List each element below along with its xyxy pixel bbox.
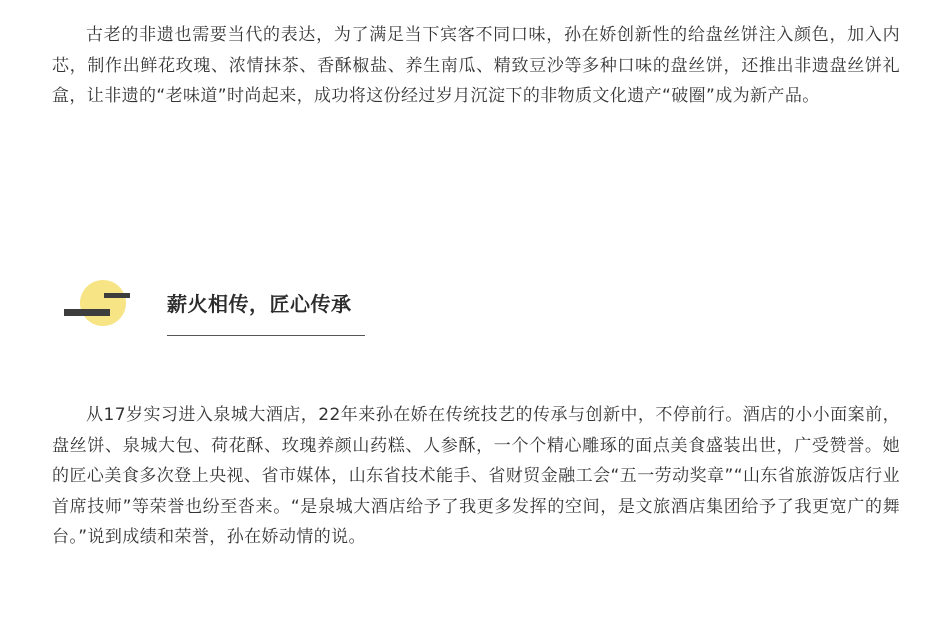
decoration-yellow-circle: [80, 280, 126, 326]
section-header: [64, 276, 384, 340]
section-title-underline: [167, 335, 365, 336]
decoration-short-bar: [104, 293, 130, 298]
decoration-long-bar: [64, 309, 110, 316]
section-decoration-icon: [64, 276, 134, 336]
paragraph-innovation: 古老的非遗也需要当代的表达，为了满足当下宾客不同口味，孙在娇创新性的给盘丝饼注入颜色，加入内芯，制作出鲜花玫瑰、浓情抹茶、香酥椒盐、养生南瓜、精致豆沙等多种口味的盘丝饼，还推出非遗盘丝饼礼盒，让非遗的“老味道”时尚起来，成功将这份经过岁月沉淀下的非物质文化遗产“破圈”成为新产品。: [52, 25, 900, 106]
paragraph-career: 从17岁实习进入泉城大酒店，22年来孙在娇在传统技艺的传承与创新中，不停前行。酒店的小小面案前，盘丝饼、泉城大包、荷花酥、玫瑰养颜山药糕、人参酥，一个个精心雕琢的面点美食盛装出世，广受赞誉。她的匠心美食多次登上央视、省市媒体，山东省技术能手、省财贸金融工会“五一劳动奖章”“山东省旅游饭店行业首席技师”等荣誉也纷至沓来。“是泉城大酒店给予了我更多发挥的空间，是文旅酒店集团给予了我更宽广的舞台。”说到成绩和荣誉，孙在娇动情的说。: [52, 405, 900, 547]
section-title: 薪火相传，匠心传承: [167, 292, 352, 316]
